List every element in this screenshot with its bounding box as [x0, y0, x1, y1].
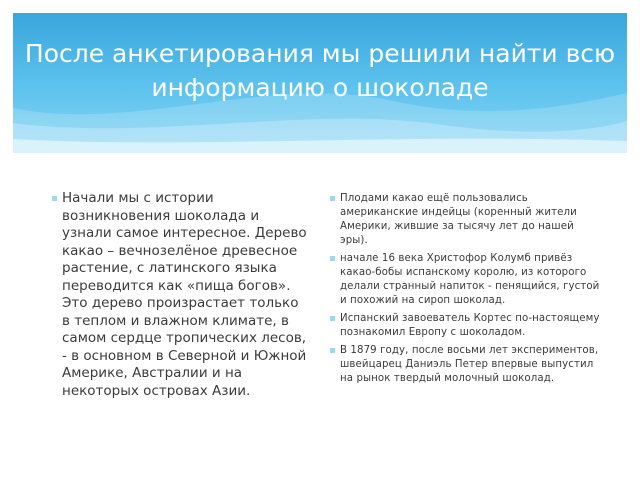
list-item: Испанский завоеватель Кортес по-настоящему познакомил Европу с шоколадом.	[330, 312, 600, 340]
left-column	[52, 190, 307, 400]
right-column	[330, 192, 600, 390]
title-banner	[13, 13, 627, 153]
list-item: В 1879 году, после восьми лет экспериментов, швейцарец Даниэль Петер впервые выпустил на рынок твердый молочный шоколад.	[330, 344, 600, 386]
list-item: Начали мы с истории возникновения шоколада и узнали самое интересное. Дерево какао – вечнозелёное древесное растение, с латинского языка переводится как «пища богов». Это дерево произрастает только в теплом и влажном климате, в самом сердце тропических лесов, - в основном в Северной и Южной Америке, Австралии и на некоторых островах Азии.	[52, 190, 307, 400]
list-item: Плодами какао ещё пользовались американские индейцы (коренный жители Америки, жившие за тысячу лет до нашей эры).	[330, 192, 600, 248]
right-bullet-list	[330, 192, 600, 386]
list-item: начале 16 века Христофор Колумб привёз какао-бобы испанскому королю, из которого делали странный напиток - пенящийся, густой и похожий на сироп шоколад.	[330, 252, 600, 308]
slide-title: После анкетирования мы решили найти всю информацию о шоколаде	[24, 39, 616, 102]
left-bullet-list	[52, 190, 307, 400]
